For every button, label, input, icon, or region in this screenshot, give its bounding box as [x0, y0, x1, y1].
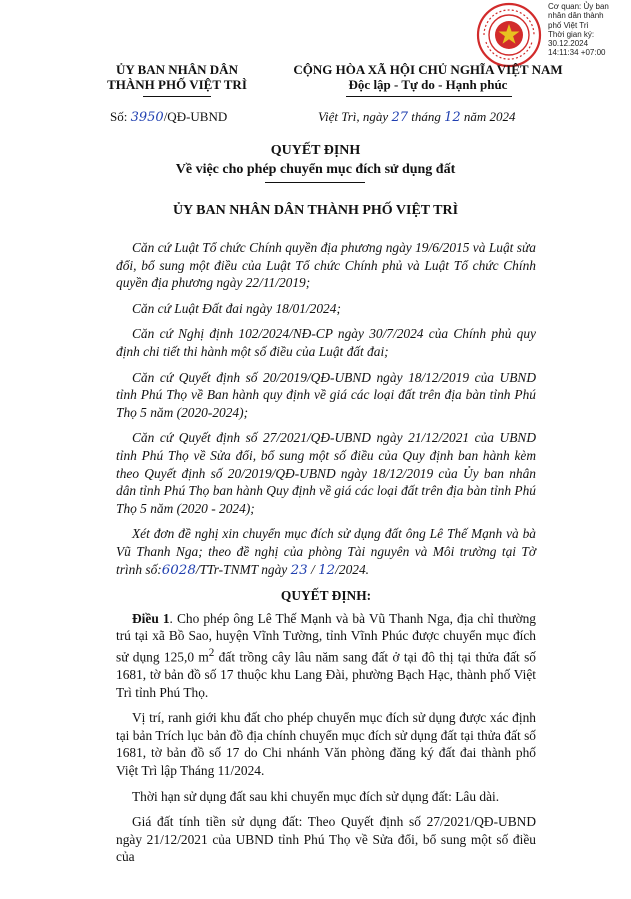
legal-basis: Căn cứ Luật Đất đai ngày 18/01/2024;: [132, 300, 341, 316]
legal-basis: Căn cứ Quyết định số 20/2019/QĐ-UBND ngày 18/12/2019 của UBND tỉnh Phú Thọ về Ban hành quy định về giá các loại đất trên địa bàn tỉnh Phú Thọ 5 năm (2020-2024);: [116, 369, 536, 420]
place-and-date: [318, 109, 516, 125]
nation-line-2: Độc lập - Tự do - Hạnh phúc: [348, 77, 508, 92]
report-suffix: /TTr-TNMT ngày: [195, 561, 288, 577]
body-paragraph: Thời hạn sử dụng đất sau khi chuyển mục đích sử dụng đất: Lâu dài.: [132, 788, 500, 804]
report-year: /2024.: [335, 561, 370, 577]
body-paragraph: Giá đất tính tiền sử dụng đất: Theo Quyết định số 27/2021/QĐ-UBND ngày 21/12/2021 của UBND tỉnh Phú Thọ về Sửa đổi, bổ sung một số điều của: [116, 814, 536, 865]
signature-line: Cơ quan: Ủy ban: [548, 2, 609, 11]
article-1: [116, 610, 536, 701]
decision-heading: QUYẾT ĐỊNH:: [280, 588, 372, 604]
national-motto: [268, 62, 588, 92]
agency-line-1: ỦY BAN NHÂN DÂN: [116, 62, 238, 77]
document-type: QUYẾT ĐỊNH: [270, 143, 361, 158]
legal-basis: Căn cứ Nghị định 102/2024/NĐ-CP ngày 30/7/2024 của Chính phủ quy định chi tiết thi hành một số điều của Luật đất đai;: [116, 326, 536, 359]
article-1-label: Điều 1: [132, 610, 170, 626]
date-day-handwritten: 27: [391, 110, 408, 125]
motto-underline: [346, 96, 512, 97]
signature-line: 14:11:34 +07:00: [548, 48, 606, 58]
article-1-text-b: đất trồng cây lâu năm sang đất ở tại đô thị tại thửa đất số 1681, tờ bản đồ số 17 thuộc khu Lang Đài, phường Bạch Hạc, thành phố Việt Trì tỉnh Phú Thọ.: [116, 649, 537, 700]
signature-line: 30.12.2024: [548, 39, 589, 49]
signature-line: phố Việt Trì: [548, 20, 589, 30]
agency-underline: [143, 96, 211, 97]
legal-basis: Căn cứ Quyết định số 27/2021/QĐ-UBND ngày 21/12/2021 của UBND tỉnh Phú Thọ về Sửa đổi, bổ sung một số điều của Quy định ban hành kèm theo Quyết định số 20/2019/QĐ-UBND ngày 18/12/2019 của Ủy ban nhân dân tỉnh Phú Thọ ban hành Quy định về giá các loại đất trên địa bàn tỉnh Phú Thọ 5 năm (2020 - 2024);: [116, 430, 536, 516]
document-number: [110, 109, 227, 125]
area-unit-superscript: 2: [208, 646, 215, 659]
issuing-authority: ỦY BAN NHÂN DÂN THÀNH PHỐ VIỆT TRÌ: [172, 203, 459, 218]
doc-number-suffix: /QĐ-UBND: [163, 109, 228, 124]
date-prefix: Việt Trì, ngày: [318, 109, 389, 124]
body-paragraph: Vị trí, ranh giới khu đất cho phép chuyển mục đích sử dụng được xác định tại bản Trích lục bản đồ địa chính chuyển mục đích sử dụng đất tại thửa đất số 1681, tờ bản đồ số 17 do Chi nhánh Văn phòng đăng ký đất đai thành phố Việt Trì lập Tháng 11/2024.: [116, 710, 536, 778]
article-1-text-a: . Cho phép ông Lê Thế Mạnh và bà Vũ Thanh Nga, địa chỉ thường trú tại xã Bồ Sao, huyện Vĩnh Tường, tỉnh Vĩnh Phúc được chuyển mục đích sử dụng 125,0 m: [116, 610, 537, 665]
agency-line-2: THÀNH PHỐ VIỆT TRÌ: [107, 77, 247, 92]
digital-signature-info: [548, 2, 630, 58]
date-month-handwritten: 12: [444, 110, 461, 125]
nation-line-1: CỘNG HÒA XÃ HỘI CHỦ NGHĨA VIỆT NAM: [293, 62, 563, 77]
signature-line: Thời gian ký:: [548, 29, 595, 39]
date-year: năm 2024: [463, 109, 516, 124]
document-subject: Về việc cho phép chuyển mục đích sử dụng đất: [175, 162, 456, 177]
legal-basis: Căn cứ Luật Tổ chức Chính quyền địa phương ngày 19/6/2015 và Luật sửa đổi, bổ sung một điều của Luật Tổ chức Chính phủ và Luật Tổ chức Chính quyền địa phương ngày 22/11/2019;: [116, 240, 536, 291]
doc-number-label: Số:: [110, 109, 128, 124]
report-day-handwritten: 23: [290, 562, 308, 578]
request-basis: [116, 525, 536, 579]
report-number-handwritten: 6028: [161, 562, 196, 578]
doc-number-handwritten: 3950: [130, 110, 164, 125]
issuing-agency: [82, 62, 272, 92]
date-month-label: tháng: [411, 109, 441, 124]
subject-underline: [265, 182, 365, 183]
official-seal-icon: [476, 2, 542, 68]
report-month-handwritten: 12: [318, 562, 336, 578]
signature-line: nhân dân thành: [548, 11, 604, 21]
request-text: Xét đơn đề nghị xin chuyển mục đích sử dụng đất ông Lê Thế Mạnh và bà Vũ Thanh Nga; theo đề nghị của phòng Tài nguyên và Môi trường tại Tờ trình số:: [116, 526, 536, 577]
report-sep: /: [311, 561, 315, 577]
document-body: [116, 239, 536, 874]
